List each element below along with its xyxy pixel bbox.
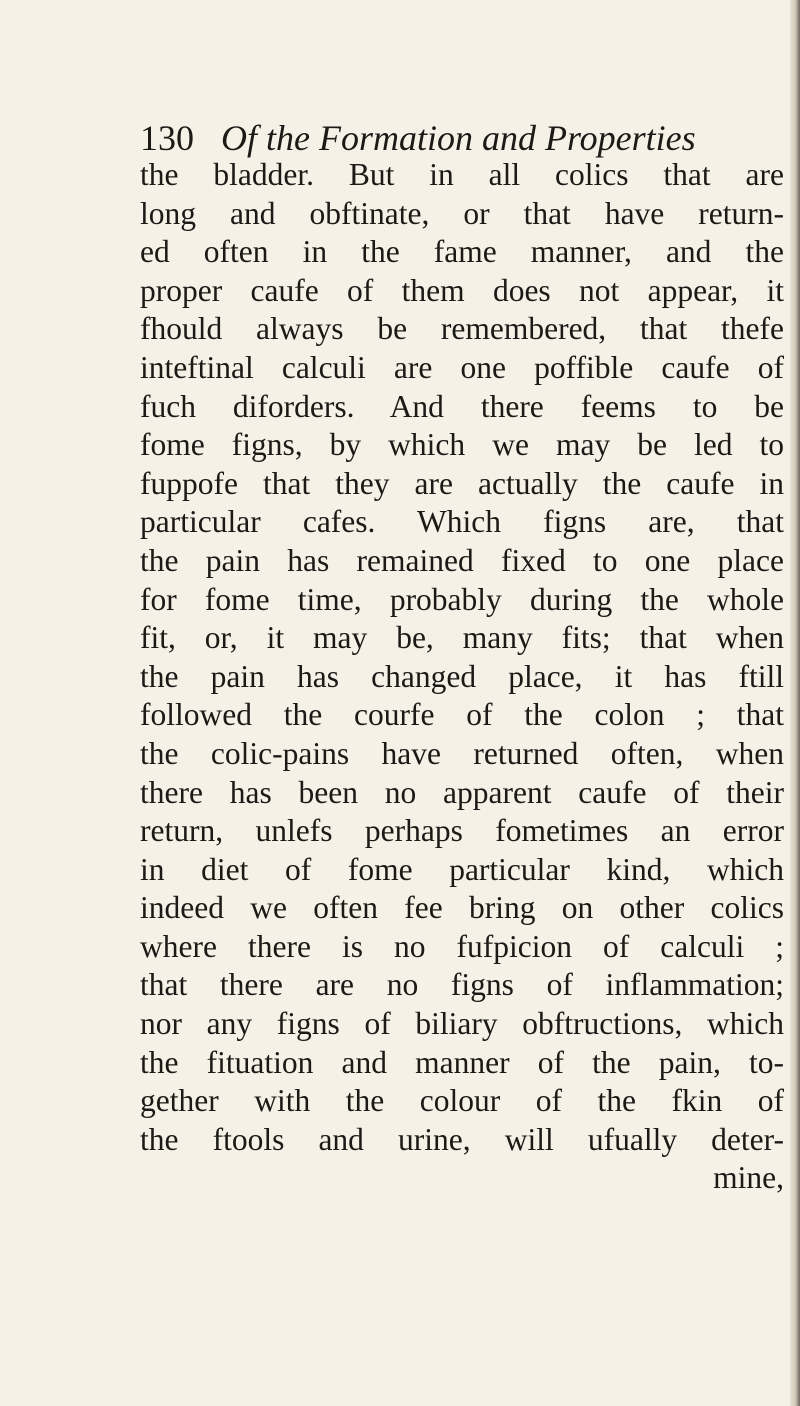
text-line: that there are no figns of inflammation; [140, 967, 784, 1003]
text-line: return, unlefs perhaps fometimes an error [140, 813, 784, 849]
text-line: for fome time, probably during the whole [140, 581, 784, 617]
text-line: the colic-pains have returned often, when [140, 735, 784, 771]
text-line: the bladder. But in all colics that are [140, 157, 784, 192]
text-line: fuppofe that they are actually the caufe in [140, 465, 784, 501]
text-line: nor any figns of biliary obftructions, which [140, 1006, 784, 1042]
text-line: fit, or, it may be, many fits; that when [140, 620, 784, 656]
text-line: long and obftinate, or that have return- [140, 195, 784, 231]
text-line: proper caufe of them does not appear, it [140, 272, 784, 308]
text-line: the pain has changed place, it has ftill [140, 658, 784, 694]
page-edge [790, 0, 800, 1406]
text-line: ed often in the fame manner, and the [140, 234, 784, 270]
page-header [140, 118, 696, 158]
text-line: indeed we often fee bring on other colics [140, 890, 784, 926]
body-text [140, 156, 784, 1198]
text-line: gether with the colour of the fkin of [140, 1083, 784, 1119]
text-line: fuch diforders. And there feems to be [140, 388, 784, 424]
catchword: mine, [713, 1160, 784, 1196]
text-line: fhould always be remembered, that thefe [140, 311, 784, 347]
page-number: 130 [140, 118, 194, 158]
text-line: inteftinal calculi are one poffible caufe of [140, 349, 784, 385]
text-line: where there is no fufpicion of calculi ; [140, 928, 784, 964]
text-line: the fituation and manner of the pain, to- [140, 1044, 784, 1080]
text-line: there has been no apparent caufe of their [140, 774, 784, 810]
text-line: fome figns, by which we may be led to [140, 427, 784, 463]
text-line: followed the courfe of the colon ; that [140, 697, 784, 733]
text-line: the ftools and urine, will ufually deter- [140, 1121, 784, 1157]
text-line: in diet of fome particular kind, which [140, 851, 784, 887]
text-line: the pain has remained fixed to one place [140, 542, 784, 578]
running-title: Of the Formation and Properties [221, 118, 696, 158]
text-line: particular cafes. Which figns are, that [140, 504, 784, 540]
